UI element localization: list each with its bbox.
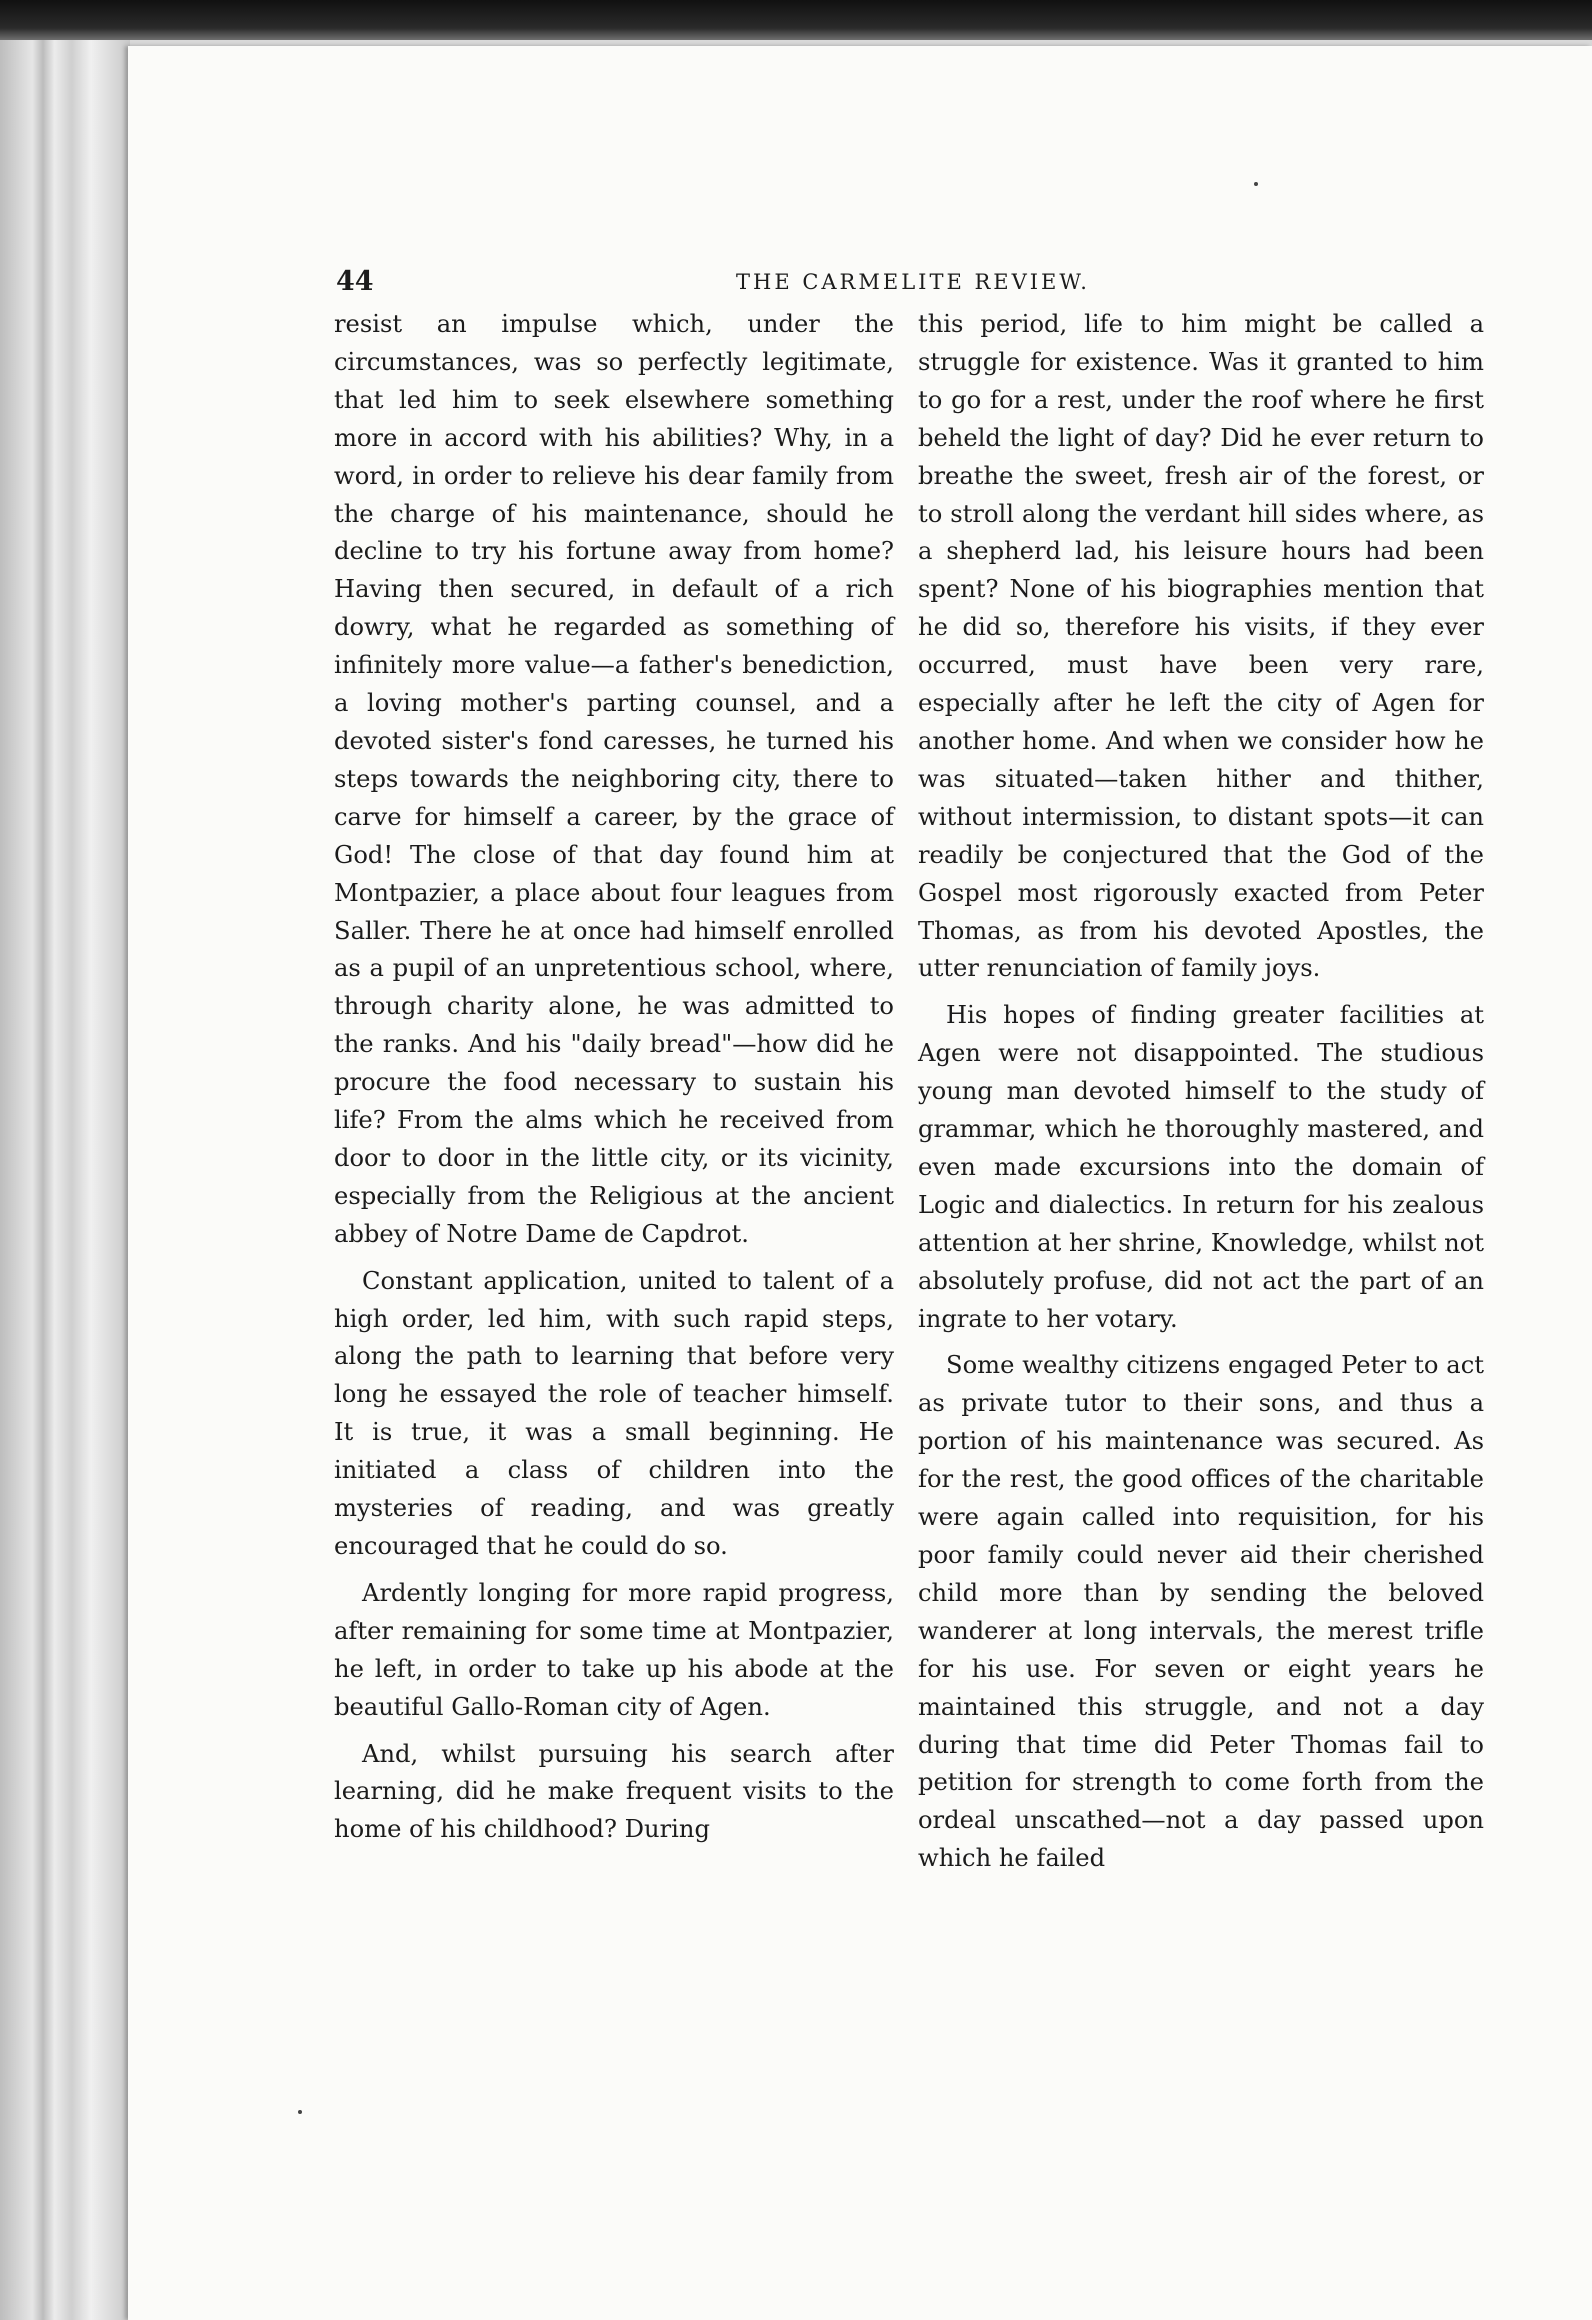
book-page-edges [0,40,130,2320]
running-head: THE CARMELITE REVIEW. [736,270,1090,294]
left-column [334,306,894,1849]
paragraph: Ardently longing for more rapid progress, after remaining for some time at Montpazier, he left, in order to take up his abode at the beautiful Gallo-Roman city of Agen. [334,1578,894,1721]
paragraph: His hopes of finding greater facilities at Agen were not disappointed. The studious young man devoted himself to the study of grammar, which he thoroughly mastered, and even made excursions into the domain of Logic and dialectics. In return for his zealous attention at her shrine, Knowledge, whilst not absolutely profuse, did not act the part of an ingrate to her votary. [918,1001,1484,1333]
page-number: 44 [336,266,374,297]
ink-speck [298,2110,302,2114]
paragraph: Some wealthy citizens engaged Peter to act as private tutor to their sons, and thus a portion of his maintenance was secured. As for the rest, the good offices of the charitable were again called into requisition, for his poor family could never aid their cherished child more than by sending the beloved wanderer at long intervals, the merest trifle for his use. For seven or eight years he maintained this struggle, and not a day during that time did Peter Thomas fail to petition for strength to come forth from the ordeal unscathed—not a day passed upon which he failed [918,1351,1484,1873]
right-column [918,306,1484,1878]
page-header [336,266,1546,306]
paragraph: And, whilst pursuing his search after learning, did he make frequent visits to the home of his childhood? During [334,1739,894,1844]
ink-speck [1254,182,1258,186]
paragraph: this period, life to him might be called a struggle for existence. Was it granted to him to go for a rest, under the roof where he first beheld the light of day? Did he ever return to breathe the sweet, fresh air of the forest, or to stroll along the verdant hill sides where, as a shepherd lad, his leisure hours had been spent? None of his biographies mention that he did so, therefore his visits, if they ever occurred, must have been very rare, especially after he left the city of Agen for another home. And when we consider how he was situated—taken hither and thither, without intermission, to distant spots—it can readily be conjectured that the God of the Gospel most rigorously exacted from Peter Thomas, as from his devoted Apostles, the utter renunciation of family joys. [918,310,1484,983]
scanner-shadow [0,0,1592,40]
paragraph: resist an impulse which, under the circumstances, was so perfectly legitimate, that led him to seek elsewhere something more in accord with his abilities? Why, in a word, in order to relieve his dear family from the charge of his maintenance, should he decline to try his fortune away from home? Having then secured, in default of a rich dowry, what he regarded as something of infinitely more value—a father's benediction, a loving mother's parting counsel, and a devoted sister's fond caresses, he turned his steps towards the neighboring city, there to carve for himself a career, by the grace of God! The close of that day found him at Montpazier, a place about four leagues from Saller. There he at once had himself enrolled as a pupil of an unpretentious school, where, through charity alone, he was admitted to the ranks. And his "daily bread"—how did he procure the food necessary to sustain his life? From the alms which he received from door to door in the little city, or its vicinity, especially from the Religious at the ancient abbey of Notre Dame de Capdrot. [334,310,894,1248]
paragraph: Constant application, united to talent of a high order, led him, with such rapid steps, along the path to learning that before very long he essayed the role of teacher himself. It is true, it was a small beginning. He initiated a class of children into the mysteries of reading, and was greatly encouraged that he could do so. [334,1266,894,1560]
